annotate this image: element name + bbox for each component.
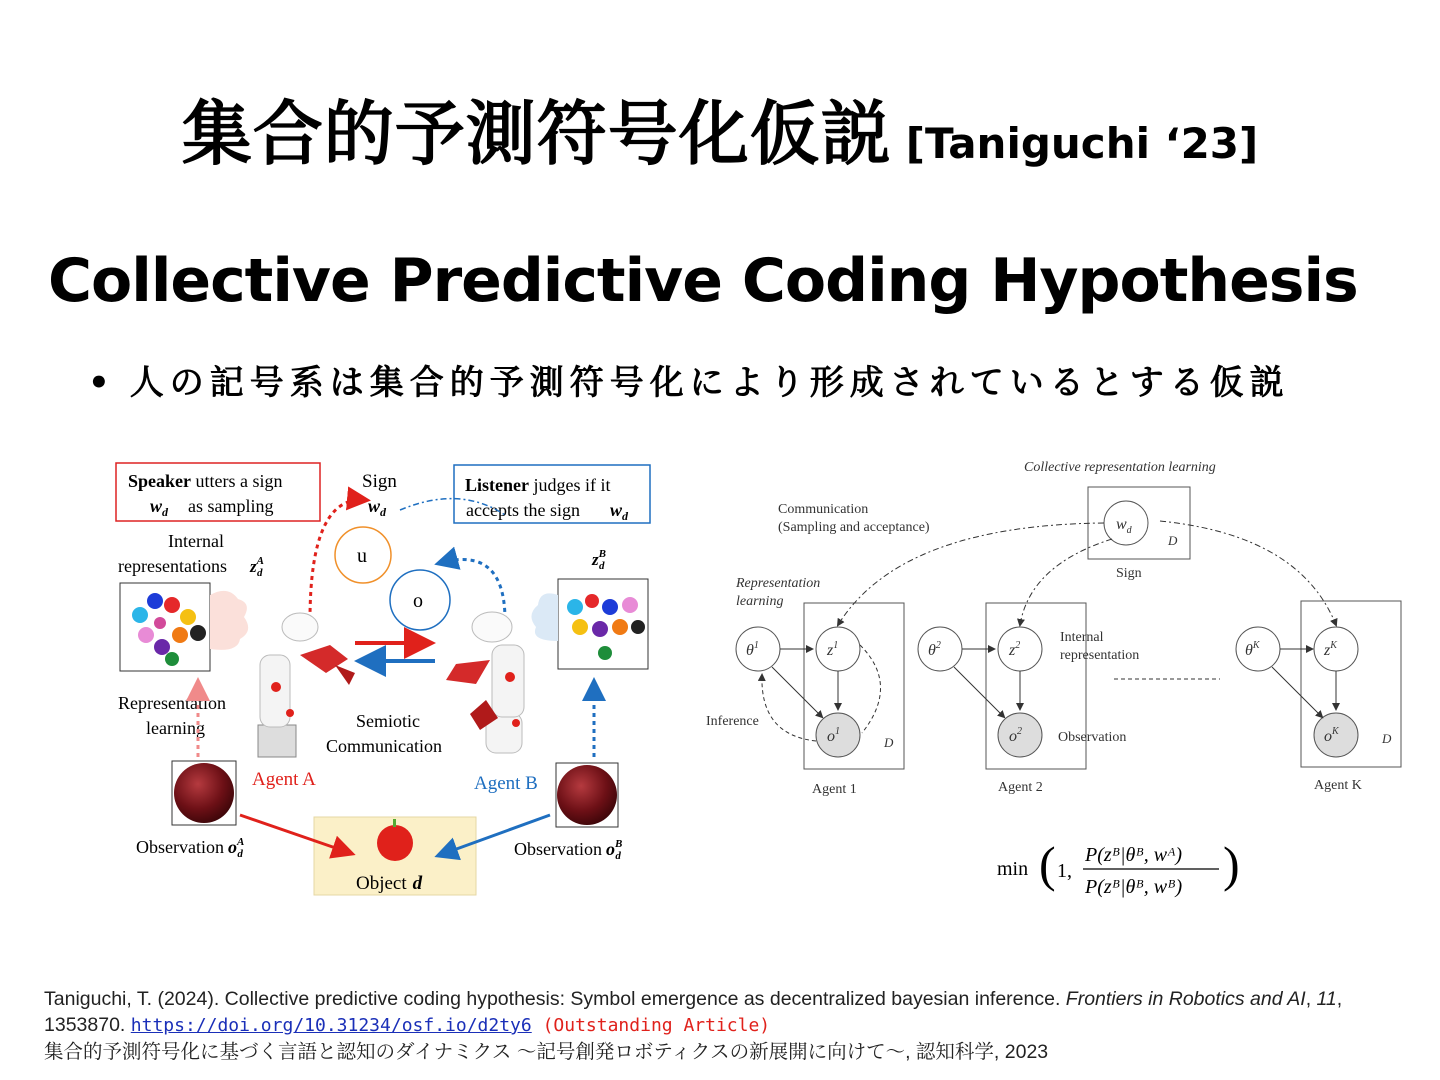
reference-1-separator: , bbox=[1305, 988, 1317, 1010]
title-reference: [Taniguchi ‘23] bbox=[905, 119, 1259, 168]
agentK-label: Agent K bbox=[1314, 778, 1362, 793]
o-bubble-label: o bbox=[413, 590, 423, 612]
u-bubble-label: u bbox=[357, 545, 367, 567]
internal-line1: Internal bbox=[168, 531, 224, 551]
agent2-label: Agent 2 bbox=[998, 780, 1043, 795]
rep-learning-line2: learning bbox=[146, 718, 205, 738]
z-a-symbol: $z^A$ d bbox=[250, 555, 264, 579]
doi-link[interactable]: https://doi.org/10.31234/osf.io/d2ty6 bbox=[130, 1015, 532, 1036]
comm-arc-agent1 bbox=[838, 523, 1104, 625]
theta2-o2-arrow bbox=[954, 667, 1004, 717]
theta1-o1-arrow bbox=[772, 667, 822, 717]
semiotic-line1: Semiotic bbox=[356, 711, 420, 731]
thought-cloud-b bbox=[531, 593, 558, 641]
agent1-label: Agent 1 bbox=[812, 782, 857, 797]
agent-b-label: Agent B bbox=[474, 773, 538, 794]
bullet-point bbox=[88, 355, 1290, 404]
agentK-plate-d: D bbox=[1382, 731, 1392, 746]
rep-learning-line1: Representation bbox=[118, 693, 226, 713]
thetaK-oK-arrow bbox=[1272, 667, 1322, 717]
formula-lparen: ( bbox=[1039, 836, 1056, 892]
references bbox=[44, 986, 1424, 1065]
slide-subtitle: Collective Predictive Coding Hypothesis bbox=[48, 246, 1358, 316]
inference-loop-left bbox=[762, 675, 816, 741]
listener-judge-arrow bbox=[440, 560, 505, 620]
formula-numerator: P(zᴮ|θᴮ, wᴬ) bbox=[1085, 844, 1183, 866]
oK-label: $o^K$ bbox=[1324, 726, 1339, 745]
theta2-label: $\theta^2$ bbox=[928, 640, 941, 659]
rep-learning-line1: Representation bbox=[736, 576, 821, 591]
slide-title bbox=[0, 78, 1440, 179]
internal-line1: Internal bbox=[1060, 630, 1104, 645]
sign-caption: Sign bbox=[1116, 566, 1142, 581]
reference-1-volume: 11 bbox=[1316, 988, 1337, 1010]
thetaK-label: $\theta^K$ bbox=[1245, 640, 1260, 659]
formula-rparen: ) bbox=[1223, 836, 1240, 892]
theta1-label: $\theta^1$ bbox=[746, 640, 759, 659]
apple-a bbox=[174, 763, 234, 823]
o1-label: $o^1$ bbox=[827, 726, 840, 745]
reference-2: 集合的予測符号化に基づく言語と認知のダイナミクス ～記号創発ロボティクスの新展開に向けて～, 認知科学, 2023 bbox=[44, 1041, 1049, 1063]
object-label: Object d bbox=[356, 873, 423, 894]
listener-w-symbol: $w_d$ bbox=[610, 500, 629, 523]
agent-a-label: Agent A bbox=[252, 769, 316, 790]
apple-b bbox=[557, 765, 617, 825]
zK-label: $z^K$ bbox=[1324, 640, 1337, 659]
listener-line2: accepts the sign bbox=[466, 500, 580, 520]
z2-label: $z^2$ bbox=[1009, 640, 1021, 659]
observation-b-label: Observation $o^B$ d bbox=[514, 838, 623, 862]
right-figure bbox=[700, 455, 1420, 815]
listener-text: Listener judges if it bbox=[465, 475, 611, 495]
inference-loop-right bbox=[860, 645, 881, 733]
sign-label: Sign bbox=[362, 471, 397, 492]
communication-line2: (Sampling and acceptance) bbox=[778, 520, 930, 535]
reference-1 bbox=[44, 986, 1424, 1039]
comm-arc-agent2 bbox=[1020, 539, 1112, 625]
collective-title: Collective representation learning bbox=[1024, 460, 1216, 475]
semiotic-line2: Communication bbox=[326, 736, 442, 756]
observation-a-label: Observation $o^A$ d bbox=[136, 836, 245, 860]
rep-learning-line2: learning bbox=[736, 594, 784, 609]
z1-label: $z^1$ bbox=[827, 640, 839, 659]
robot-b bbox=[446, 612, 524, 753]
thought-cloud-a bbox=[210, 591, 248, 650]
bullet-text: 人の記号系は集合的予測符号化により形成されているとする仮説 bbox=[129, 363, 1290, 403]
communication-line1: Communication bbox=[778, 502, 869, 517]
formula-one: 1, bbox=[1057, 860, 1072, 882]
reference-1-text: Taniguchi, T. (2024). Collective predictive coding hypothesis: Symbol emergence as decentralized bayesian inference. bbox=[44, 988, 1066, 1010]
internal-line2: representation bbox=[1060, 648, 1140, 663]
sign-w-symbol: $w_d$ bbox=[368, 496, 387, 519]
agent1-plate-d: D bbox=[884, 735, 894, 750]
sign-plate-d: D bbox=[1168, 533, 1178, 548]
formula-min: min bbox=[997, 858, 1029, 880]
comm-arc-agentK bbox=[1160, 521, 1336, 625]
speaker-line2: as sampling bbox=[188, 496, 274, 516]
speaker-text: Speaker utters a sign bbox=[128, 471, 283, 491]
z-b-symbol: $z^B$ d bbox=[592, 548, 606, 572]
acceptance-formula bbox=[995, 835, 1255, 905]
bullet-dot-icon: • bbox=[88, 363, 116, 403]
reference-1-journal: Frontiers in Robotics and AI bbox=[1065, 988, 1306, 1010]
observation-label: Observation bbox=[1058, 730, 1127, 745]
speaker-w-symbol: $w_d$ bbox=[150, 496, 169, 519]
sign-node-label: $w_d$ bbox=[1116, 516, 1132, 536]
internal-line2: representations bbox=[118, 556, 227, 576]
o2-label: $o^2$ bbox=[1009, 726, 1022, 745]
inference-label: Inference bbox=[706, 714, 759, 729]
title-japanese: 集合的予測符号化仮説 bbox=[181, 93, 892, 175]
outstanding-note: (Outstanding Article) bbox=[531, 1015, 771, 1036]
reference-1-pages: , 1353870. bbox=[44, 988, 1343, 1036]
formula-denominator: P(zᴮ|θᴮ, wᴮ) bbox=[1085, 876, 1183, 898]
object-apple-icon bbox=[377, 825, 413, 861]
left-figure bbox=[110, 455, 670, 905]
